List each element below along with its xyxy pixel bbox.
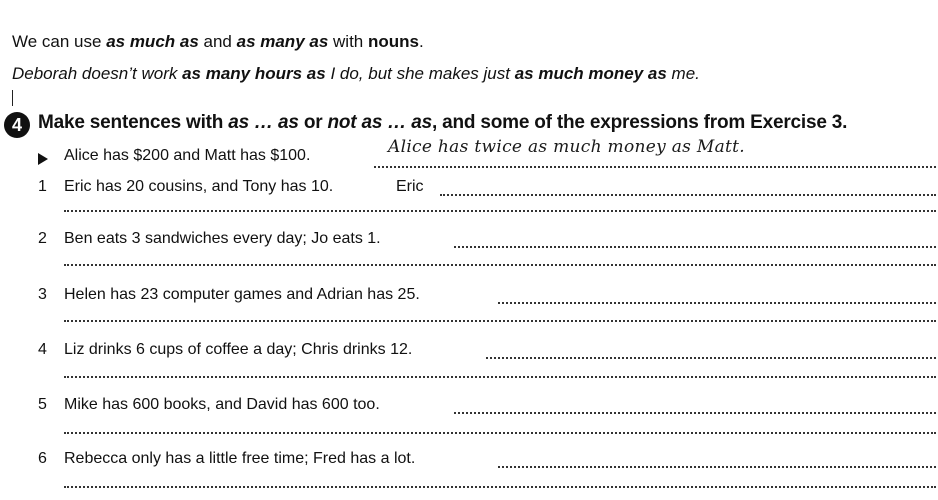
item-number: 5 <box>38 396 47 413</box>
item-prompt: Helen has 23 computer games and Adrian has 25. <box>64 286 420 303</box>
answer-line-continued[interactable] <box>64 264 936 266</box>
instruction-text: or <box>298 112 328 133</box>
margin-tick <box>12 90 13 106</box>
rule-phrase-as-many-as: as many as <box>236 32 329 51</box>
instruction-text: Make sentences with <box>38 112 229 133</box>
item-prompt: Mike has 600 books, and David has 600 too. <box>64 396 380 413</box>
exercise-item-1 <box>0 178 938 208</box>
example-item <box>0 137 938 177</box>
item-prompt: Rebecca only has a little free time; Fred has a lot. <box>64 450 416 467</box>
example-text: Deborah doesn’t work <box>12 64 183 83</box>
play-arrow-icon <box>38 153 48 165</box>
exercise-number-badge: 4 <box>4 112 30 138</box>
exercise-item-6 <box>0 450 938 480</box>
item-number: 1 <box>38 178 47 195</box>
answer-line-continued[interactable] <box>64 376 936 378</box>
rule-text: We can use <box>12 32 107 51</box>
rule-text: and <box>198 32 237 51</box>
exercise-instruction <box>38 112 847 134</box>
answer-line[interactable] <box>454 246 936 248</box>
answer-line-continued[interactable] <box>64 210 936 212</box>
grammar-example <box>12 64 700 84</box>
answer-line-continued[interactable] <box>64 320 936 322</box>
answer-line[interactable] <box>440 194 936 196</box>
answer-line-continued[interactable] <box>64 486 936 488</box>
rule-text: with <box>328 32 368 51</box>
item-number: 2 <box>38 230 47 247</box>
rule-phrase-as-much-as: as much as <box>106 32 199 51</box>
answer-line[interactable] <box>498 466 936 468</box>
answer-line[interactable] <box>454 412 936 414</box>
exercise-item-5 <box>0 396 938 426</box>
answer-line[interactable] <box>498 302 936 304</box>
item-number: 4 <box>38 341 47 358</box>
item-prompt: Ben eats 3 sandwiches every day; Jo eats 1. <box>64 230 381 247</box>
item-number: 6 <box>38 450 47 467</box>
answer-line-continued[interactable] <box>64 432 936 434</box>
exercise-item-3 <box>0 286 938 316</box>
instruction-text: , and some of the expressions from Exercise 3. <box>431 112 848 133</box>
example-prompt: Alice has $200 and Matt has $100. <box>64 147 311 164</box>
item-prompt: Liz drinks 6 cups of coffee a day; Chris drinks 12. <box>64 341 413 358</box>
exercise-item-2 <box>0 230 938 260</box>
grammar-rule <box>12 32 424 52</box>
rule-text: . <box>418 32 424 51</box>
instruction-phrase: not as … as <box>327 112 432 133</box>
example-text: I do, but she makes just <box>325 64 515 83</box>
answer-starter: Eric <box>396 178 424 195</box>
exercise-item-4 <box>0 341 938 371</box>
example-phrase: as many hours as <box>182 64 326 83</box>
rule-word-nouns: nouns <box>367 32 419 51</box>
instruction-phrase: as … as <box>228 112 299 133</box>
item-prompt: Eric has 20 cousins, and Tony has 10. <box>64 178 334 195</box>
example-phrase: as much money as <box>514 64 667 83</box>
example-text: me. <box>666 64 700 83</box>
example-answer-line <box>374 166 936 168</box>
answer-line[interactable] <box>486 357 936 359</box>
example-answer-handwritten: Alice has twice as much money as Matt. <box>388 137 746 157</box>
item-number: 3 <box>38 286 47 303</box>
